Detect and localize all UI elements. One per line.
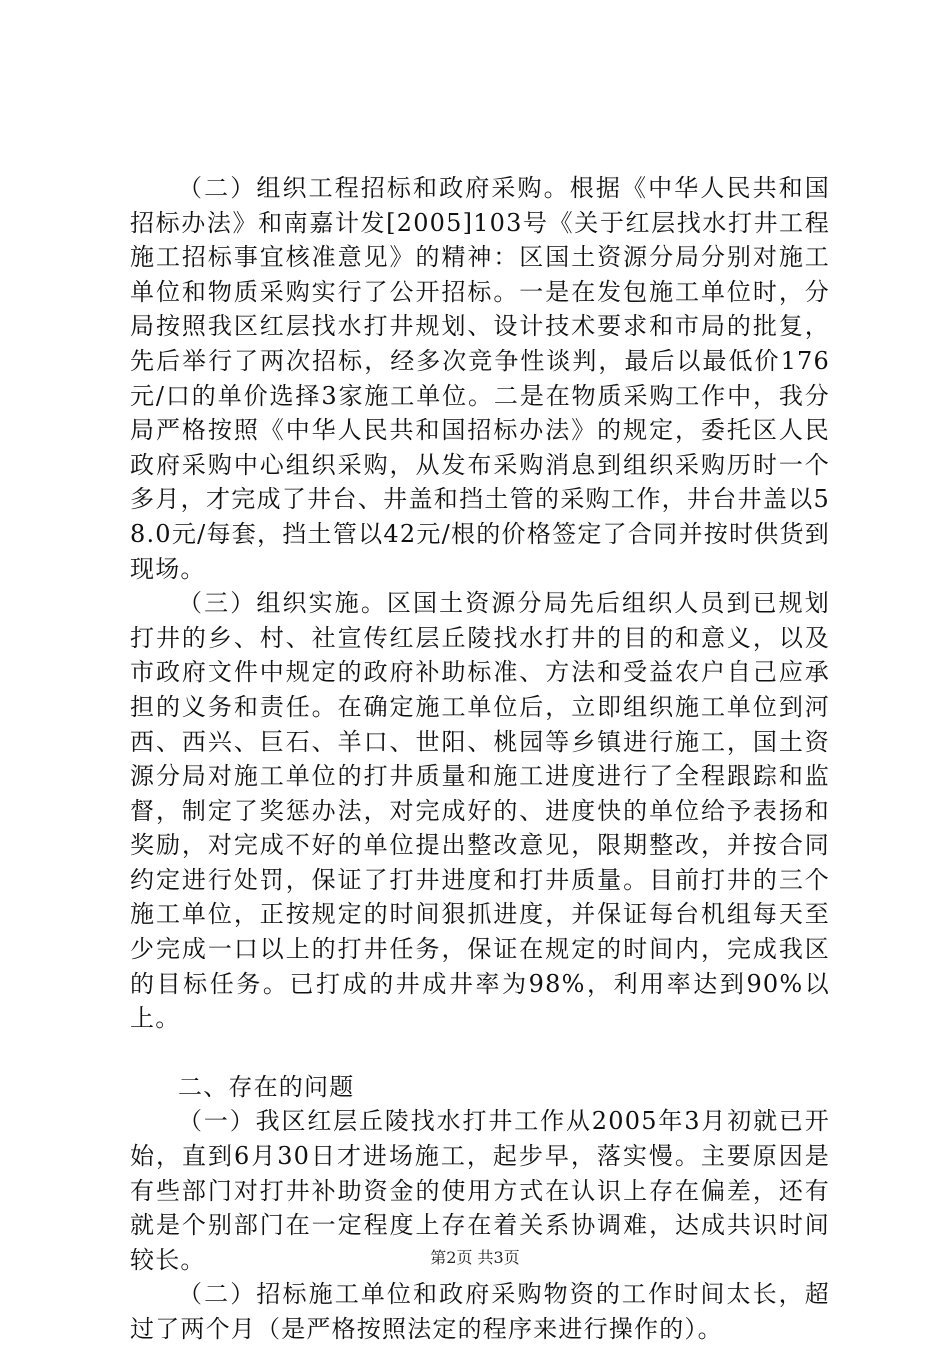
page-number-footer: 第2页 共3页	[430, 1248, 520, 1267]
paragraph-bidding-procurement: （二）组织工程招标和政府采购。根据《中华人民共和国招标办法》和南嘉计发[2005]103号《关于红层找水打井工程施工招标事宜核准意见》的精神：区国土资源分局分别对施工单位和物质采购实行了公开招标。一是在发包施工单位时，分局按照我区红层找水打井规划、设计技术要求和市局的批复，先后举行了两次招标，经多次竞争性谈判，最后以最低价176元/口的单价选择3家施工单位。二是在物质采购工作中，我分局严格按照《中华人民共和国招标办法》的规定，委托区人民政府采购中心组织采购，从发布采购消息到组织采购历时一个多月，才完成了井台、井盖和挡土管的采购工作，井台井盖以58.0元/每套，挡土管以42元/根的价格签定了合同并按时供货到现场。	[130, 174, 830, 583]
section-spacer	[130, 1036, 830, 1070]
section-heading-problems: 二、存在的问题	[178, 1072, 355, 1101]
paragraph-problem-two: （二）招标施工单位和政府采购物资的工作时间太长，超过了两个月（是严格按照法定的程序来进行操作的）。	[130, 1280, 830, 1343]
paragraph-implementation: （三）组织实施。区国土资源分局先后组织人员到已规划打井的乡、村、社宣传红层丘陵找水打井的目的和意义，以及市政府文件中规定的政府补助标准、方法和受益农户自己应承担的义务和责任。在确定施工单位后，立即组织施工单位到河西、西兴、巨石、羊口、世阳、桃园等乡镇进行施工，国土资源分局对施工单位的打井质量和施工进度进行了全程跟踪和监督，制定了奖惩办法，对完成好的、进度快的单位给予表扬和奖励，对完成不好的单位提出整改意见，限期整改，并按合同约定进行处罚，保证了打井进度和打井质量。目前打井的三个施工单位，正按规定的时间狠抓进度，并保证每台机组每天至少完成一口以上的打井任务，保证在规定的时间内，完成我区的目标任务。已打成的井成井率为98%，利用率达到90%以上。	[130, 589, 830, 1033]
document-body	[130, 171, 830, 1347]
paragraph-problem-one: （一）我区红层丘陵找水打井工作从2005年3月初就已开始，直到6月30日才进场施工，起步早，落实慢。主要原因是有些部门对打井补助资金的使用方式在认识上存在偏差，还有就是个别部门在一定程度上存在着关系协调难，达成共识时间较长。	[130, 1107, 830, 1274]
